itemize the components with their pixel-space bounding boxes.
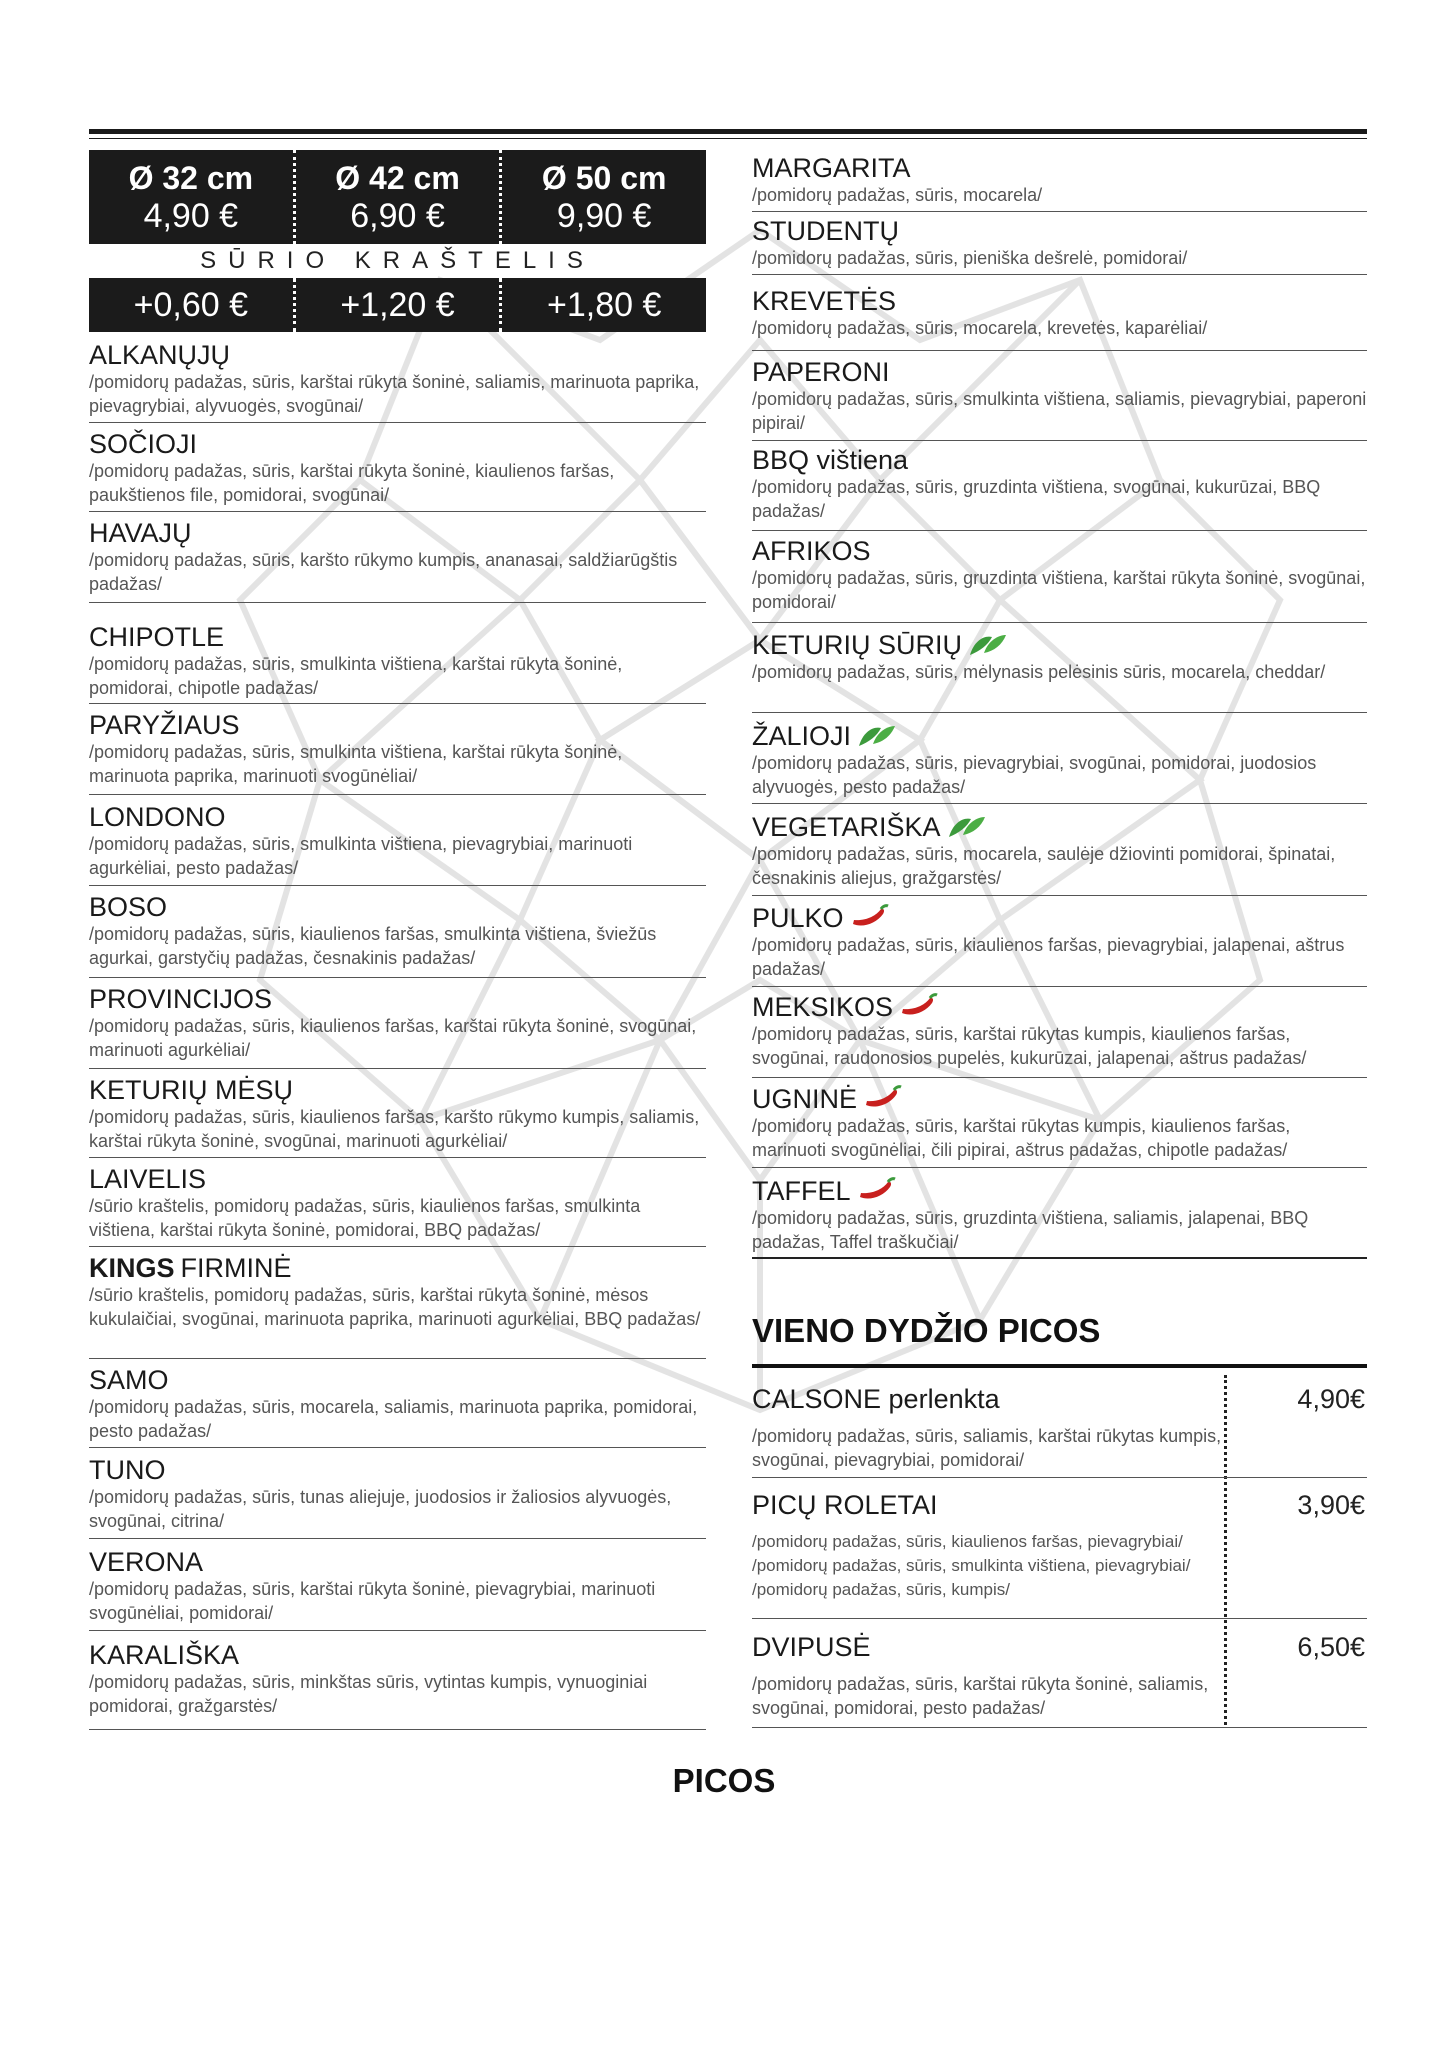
menu-item [89,1640,706,1718]
item-desc: /pomidorų padažas, sūris, kiaulienos faršas, karšto rūkymo kumpis, saliamis, karštai rūkyta šoninė, svogūnai, marinuoti agurkėliai/ [89,1107,700,1151]
item-desc: /pomidorų padažas, sūris, karštai rūkyta šoninė, saliamis, svogūnai, pomidorai, pesto padažas/ [752,1674,1209,1718]
item-divider [752,440,1367,441]
item-divider [752,530,1367,531]
item-name: ALKANŲJŲ [89,340,231,370]
size-label: Ø 50 cm [541,160,667,196]
item-divider [752,986,1367,987]
item-name-text: TAFFEL [752,1176,851,1206]
item-divider [752,895,1367,896]
item-price: 4,90€ [1297,1384,1365,1414]
chili-icon [850,904,890,932]
price-divider [1224,1375,1227,1725]
item-divider [752,1167,1367,1168]
item-desc: /pomidorų padažas, sūris, mocarela/ [752,185,1043,205]
item-divider [752,1618,1367,1619]
item-name-bold: KINGS [89,1253,175,1283]
item-name [752,992,1367,1022]
item-name: VERONA [89,1547,204,1577]
menu-item [89,1365,706,1443]
item-name: BOSO [89,892,168,922]
item-divider [752,1257,1367,1259]
menu-item [89,1547,706,1625]
item-name-text: PULKO [752,903,844,933]
item-desc-line: /pomidorų padažas, sūris, kiaulienos faršas, pievagrybiai/ [752,1532,1183,1551]
item-name: STUDENTŲ [752,216,899,246]
item-divider [89,511,706,512]
item-desc: /pomidorų padažas, sūris, karštai rūkyta šoninė, kiaulienos faršas, paukštienos file, pomidorai, svogūnai/ [89,461,615,505]
item-name: KREVETĖS [752,286,897,316]
item-name: AFRIKOS [752,536,871,566]
crust-title: SŪRIO KRAŠTELIS [200,247,595,274]
menu-item [752,812,1367,890]
item-desc: /pomidorų padažas, sūris, mocarela, saliamis, marinuota paprika, pomidorai, pesto padažas/ [89,1397,698,1441]
item-divider [752,1727,1367,1728]
item-divider [752,211,1367,212]
chili-icon [857,1177,897,1205]
menu-item [752,216,1367,270]
item-name: SAMO [89,1365,169,1395]
menu-item [752,445,1367,523]
item-divider [752,274,1367,275]
item-desc: /pomidorų padažas, sūris, smulkinta vištiena, pievagrybiai, marinuoti agurkėliai, pesto padažas/ [89,834,633,878]
item-name [752,630,1367,660]
item-desc: /pomidorų padažas, sūris, smulkinta vištiena, karštai rūkyta šoninė, pomidorai, chipotle padažas/ [89,654,623,698]
menu-item [89,984,706,1062]
menu-item [752,1632,1222,1720]
menu-item [752,286,1367,340]
size-price: 4,90 € [143,197,239,235]
crust-cell [499,278,706,332]
menu-item [752,1176,1367,1254]
item-name-text: MEKSIKOS [752,992,894,1022]
menu-item [752,630,1367,684]
menu-item [752,903,1367,981]
item-name: PARYŽIAUS [89,710,240,740]
leaf-icon [857,722,897,750]
item-divider [752,1477,1367,1478]
item-desc: /pomidorų padažas, sūris, karštai rūkytas kumpis, kiaulienos faršas, svogūnai, raudonosios pupelės, kukurūzai, jalapenai, aštrus padažas/ [752,1024,1307,1068]
top-rule-thin [89,138,1367,139]
menu-item [89,340,706,418]
item-divider [752,712,1367,713]
menu-item [752,721,1367,799]
item-divider [89,794,706,795]
item-name [89,1253,706,1283]
item-name [752,1084,1367,1114]
item-desc: /pomidorų padažas, sūris, kiaulienos faršas, smulkinta vištiena, šviežūs agurkai, garstyčių padažas, česnakinis padažas/ [89,924,657,968]
item-name: HAVAJŲ [89,518,192,548]
menu-item [89,802,706,880]
item-name: PICŲ ROLETAI [752,1490,938,1520]
item-name: DVIPUSĖ [752,1632,871,1662]
item-divider [89,1358,706,1359]
item-divider [89,977,706,978]
item-divider [89,1157,706,1158]
item-desc: /pomidorų padažas, sūris, pievagrybiai, svogūnai, pomidorai, juodosios alyvuogės, pesto padažas/ [752,753,1317,797]
item-divider [89,1630,706,1631]
leaf-icon [947,813,987,841]
item-name [752,903,1367,933]
menu-item [89,429,706,507]
item-desc: /pomidorų padažas, sūris, karštai rūkyta šoninė, saliamis, marinuota paprika, pievagrybiai, alyvuogės, svogūnai/ [89,372,700,416]
menu-item [89,622,706,700]
item-name: BBQ vištiena [752,445,909,475]
menu-item [752,357,1367,435]
item-price: 6,50€ [1297,1632,1365,1662]
item-desc-line: /pomidorų padažas, sūris, smulkinta vištiena, pievagrybiai/ [752,1556,1191,1575]
item-divider [89,1447,706,1448]
size-price: 6,90 € [350,197,445,235]
menu-item [752,153,1367,207]
item-desc: /pomidorų padažas, sūris, karšto rūkymo kumpis, ananasai, saldžiarūgštis padažas/ [89,550,678,594]
item-desc: /pomidorų padažas, sūris, karštai rūkytas kumpis, kiaulienos faršas, marinuoti svogūnėliai, čili pipirai, aštrus padažas, chipotle padažas/ [752,1116,1291,1160]
size-label: Ø 32 cm [128,160,254,196]
item-name: KARALIŠKA [89,1640,240,1670]
item-divider [89,602,706,603]
item-desc: /sūrio kraštelis, pomidorų padažas, sūris, karštai rūkyta šoninė, mėsos kukulaičiai, svogūnai, marinuota paprika, marinuoti agurkėliai, BBQ padažas/ [89,1285,701,1329]
item-name-text: ŽALIOJI [752,721,852,751]
chili-icon [863,1085,903,1113]
menu-item [752,1084,1367,1162]
item-desc: /pomidorų padažas, sūris, kiaulienos faršas, karštai rūkyta šoninė, svogūnai, marinuoti agurkėliai/ [89,1016,697,1060]
footer-title: PICOS [672,1762,776,1799]
item-divider [89,422,706,423]
item-desc: /pomidorų padažas, sūris, gruzdinta vištiena, svogūnai, kukurūzai, BBQ padažas/ [752,477,1321,521]
item-desc: /pomidorų padažas, sūris, mocarela, krevetės, kaparėliai/ [752,318,1208,338]
item-name-text: VEGETARIŠKA [752,812,941,842]
item-price: 3,90€ [1297,1490,1365,1520]
size-cell [293,150,500,244]
menu-item [89,710,706,788]
item-name: PAPERONI [752,357,890,387]
menu-item [89,1253,706,1331]
item-name: TUNO [89,1455,166,1485]
item-desc: /pomidorų padažas, sūris, karštai rūkyta šoninė, pievagrybiai, marinuoti svogūnėliai, pomidorai/ [89,1579,656,1623]
chili-icon [899,993,939,1021]
item-divider [89,885,706,886]
item-divider [89,1068,706,1069]
size-label: Ø 42 cm [335,160,460,196]
item-divider [89,1246,706,1247]
size-price: 9,90 € [556,197,652,235]
item-name [752,1176,1367,1206]
item-name: CALSONE perlenkta [752,1384,1000,1414]
crust-price: +1,20 € [340,285,455,324]
item-desc: /pomidorų padažas, sūris, smulkinta vištiena, karštai rūkyta šoninė, marinuota paprika, marinuoti svogūnėliai/ [89,742,623,786]
item-divider [752,803,1367,804]
item-name-text: UGNINĖ [752,1084,858,1114]
top-rule [89,129,1367,134]
menu-item [752,536,1367,614]
menu-item [89,518,706,596]
item-name: LONDONO [89,802,226,832]
item-desc: /pomidorų padažas, sūris, mėlynasis pelėsinis sūris, mocarela, cheddar/ [752,662,1326,682]
item-name: CHIPOTLE [89,622,225,652]
item-desc-line: /pomidorų padažas, sūris, kumpis/ [752,1580,1010,1599]
crust-price: +0,60 € [133,285,249,324]
leaf-icon [968,631,1008,659]
item-desc: /sūrio kraštelis, pomidorų padažas, sūris, kiaulienos faršas, smulkinta vištiena, karštai rūkyta šoninė, pomidorai, BBQ padažas/ [89,1196,641,1240]
item-name: LAIVELIS [89,1164,207,1194]
item-name: SOČIOJI [89,429,198,459]
item-name [752,812,1367,842]
item-desc: /pomidorų padažas, sūris, mocarela, saulėje džiovinti pomidorai, špinatai, česnakinis aliejus, gražgarstės/ [752,844,1336,888]
item-desc: /pomidorų padažas, sūris, smulkinta vištiena, saliamis, pievagrybiai, paperoni pipirai/ [752,389,1367,433]
crust-cell [89,278,293,332]
item-name [752,721,1367,751]
size-cell [89,150,293,244]
item-name-rest: FIRMINĖ [180,1253,292,1283]
crust-price: +1,80 € [546,285,662,324]
item-desc: /pomidorų padažas, sūris, pieniška dešrelė, pomidorai/ [752,248,1188,268]
item-divider [89,1729,706,1730]
item-desc: /pomidorų padažas, sūris, gruzdinta vištiena, karštai rūkyta šoninė, svogūnai, pomidorai/ [752,568,1366,612]
item-desc: /pomidorų padažas, sūris, minkštas sūris, vytintas kumpis, vynuoginiai pomidorai, gražgarstės/ [89,1672,648,1716]
item-name-text: KETURIŲ SŪRIŲ [752,630,963,660]
item-divider [752,622,1367,623]
item-divider [752,350,1367,351]
item-name: PROVINCIJOS [89,984,273,1014]
crust-cell [293,278,500,332]
item-name: MARGARITA [752,153,911,183]
menu-item [89,1455,706,1533]
item-desc: /pomidorų padažas, sūris, saliamis, karštai rūkytas kumpis, svogūnai, pievagrybiai, pomidorai/ [752,1426,1222,1470]
section-rule [752,1364,1367,1368]
section-title: VIENO DYDŽIO PICOS [752,1312,1101,1349]
menu-item [752,1490,1222,1602]
size-price-bar [89,150,706,244]
item-desc: /pomidorų padažas, sūris, gruzdinta vištiena, saliamis, jalapenai, BBQ padažas, Taffel traškučiai/ [752,1208,1309,1252]
menu-item [89,1075,706,1153]
menu-item [752,1384,1222,1472]
crust-price-bar [89,278,706,332]
item-name: KETURIŲ MĖSŲ [89,1075,294,1105]
menu-item [89,1164,706,1242]
size-cell [499,150,706,244]
item-desc: /pomidorų padažas, sūris, kiaulienos faršas, pievagrybiai, jalapenai, aštrus padažas/ [752,935,1345,979]
item-divider [752,1077,1367,1078]
item-divider [89,1538,706,1539]
item-desc: /pomidorų padažas, sūris, tunas aliejuje, juodosios ir žaliosios alyvuogės, svogūnai, citrina/ [89,1487,672,1531]
item-divider [89,703,706,704]
menu-item [89,892,706,970]
menu-item [752,992,1367,1070]
